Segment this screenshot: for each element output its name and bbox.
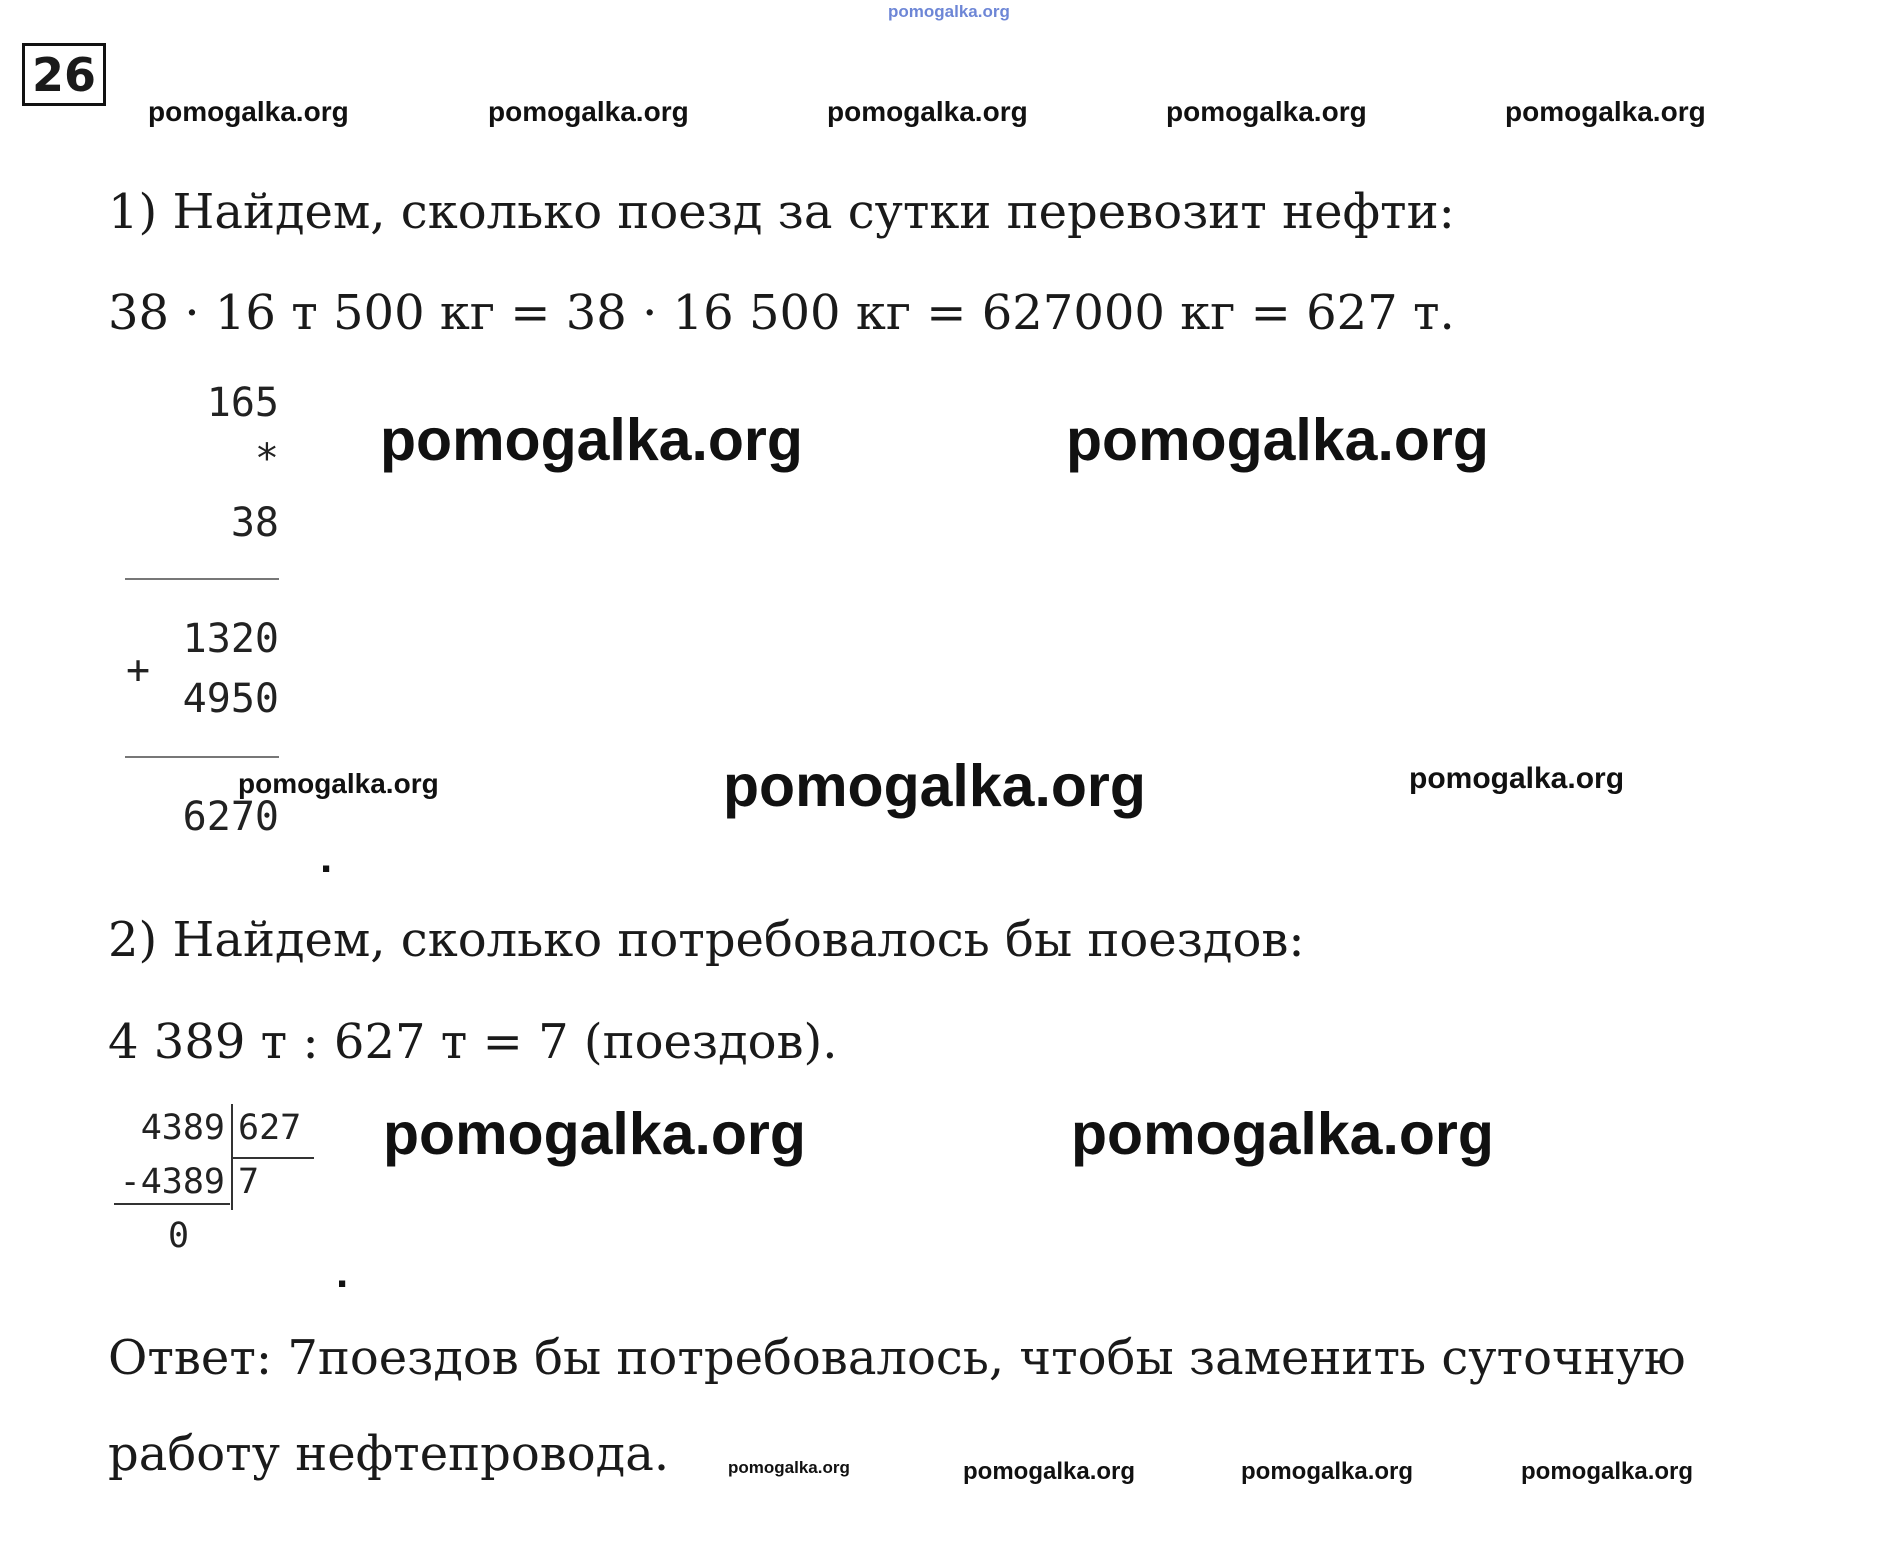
quotient: 7 (238, 1162, 260, 1202)
watermark: pomogalka.org (963, 1458, 1136, 1485)
step2-heading: 2) Найдем, сколько потребовалось бы поездов: (108, 912, 1305, 968)
subtrahend: -4389 (119, 1162, 225, 1202)
watermark: pomogalka.org (148, 96, 349, 127)
watermark: pomogalka.org (380, 407, 803, 473)
remainder: 0 (168, 1216, 190, 1256)
watermark: pomogalka.org (827, 96, 1028, 127)
multiplier: 38 (230, 500, 279, 546)
watermark: pomogalka.org (723, 753, 1146, 819)
product-result: 6270 (182, 794, 279, 840)
step2-formula: 4 389 т : 627 т = 7 (поездов). (108, 1014, 838, 1070)
watermark: pomogalka.org (238, 768, 439, 799)
task-number-box (22, 43, 106, 106)
step1-formula: 38 · 16 т 500 кг = 38 · 16 500 кг = 627000 кг = 627 т. (108, 285, 1455, 341)
multiply-operator: * (254, 436, 279, 482)
watermark: pomogalka.org (1071, 1101, 1494, 1167)
sum-line (125, 756, 279, 758)
trailing-dot: . (320, 833, 333, 882)
answer-line-2: работу нефтепровода. (108, 1426, 670, 1482)
dividend: 4389 (140, 1108, 225, 1148)
answer-line-1: Ответ: 7поездов бы потребовалось, чтобы заменить суточную (108, 1330, 1686, 1386)
watermark: pomogalka.org (383, 1101, 806, 1167)
step1-heading: 1) Найдем, сколько поезд за сутки перевозит нефти: (108, 184, 1455, 240)
watermark: pomogalka.org (1521, 1458, 1694, 1485)
task-number: 26 (31, 47, 96, 102)
subtraction-line (114, 1203, 230, 1205)
trailing-dot: . (336, 1248, 349, 1297)
watermark: pomogalka.org (1166, 96, 1367, 127)
plus-sign: + (126, 647, 151, 693)
divisor: 627 (238, 1108, 302, 1148)
partial-product-1: 1320 (182, 616, 279, 662)
watermark: pomogalka.org (728, 1458, 850, 1477)
multiplication-line (125, 578, 279, 580)
watermark: pomogalka.org (1505, 96, 1706, 127)
watermark: pomogalka.org (1241, 1458, 1414, 1485)
divisor-underline (231, 1157, 314, 1159)
watermark: pomogalka.org (1409, 762, 1625, 795)
watermark: pomogalka.org (488, 96, 689, 127)
top-watermark: pomogalka.org (888, 2, 1010, 21)
multiplicand: 165 (206, 380, 279, 426)
watermark: pomogalka.org (1066, 407, 1489, 473)
partial-product-2: 4950 (182, 676, 279, 722)
